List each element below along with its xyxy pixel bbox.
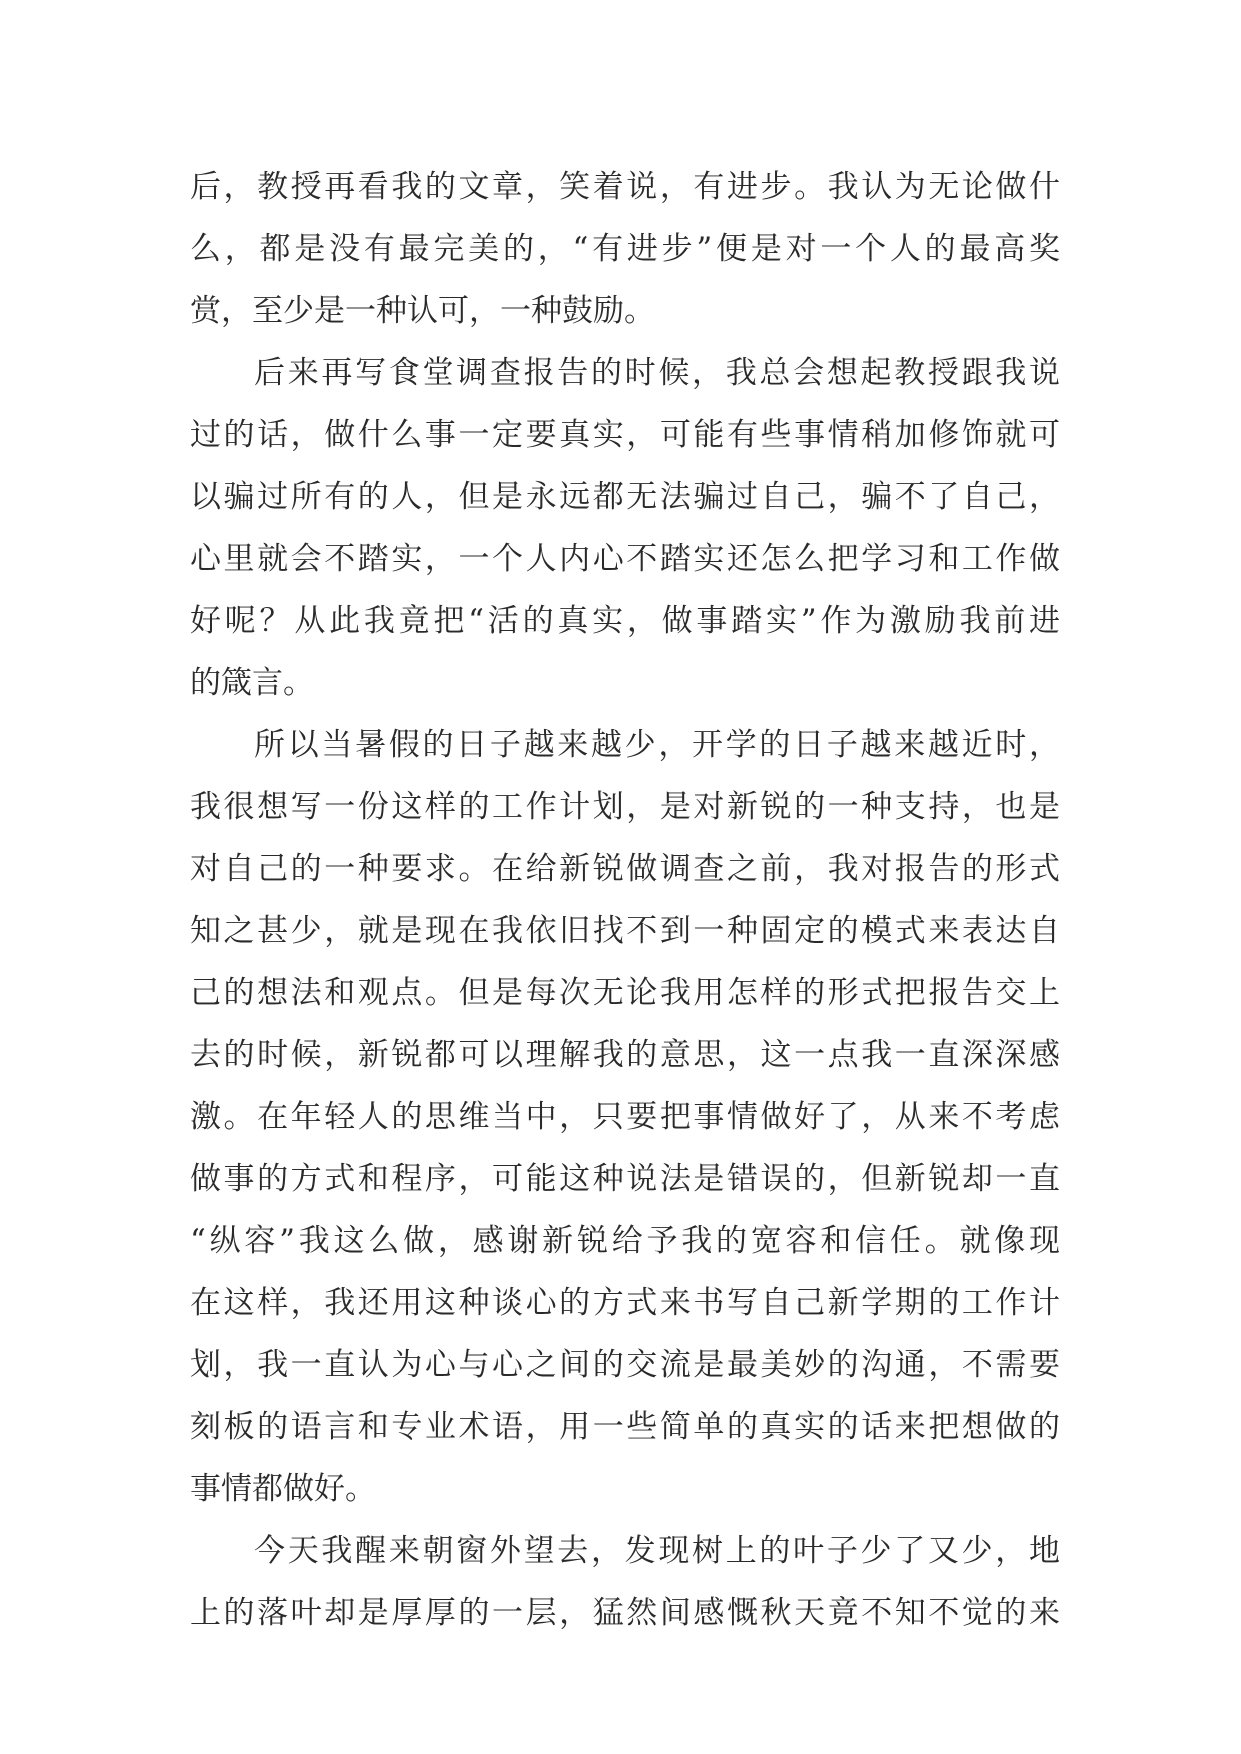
text-line: 做事的方式和程序，可能这种说法是错误的，但新锐却一直 bbox=[190, 1161, 1060, 1197]
paragraph-first-line: 今天我醒来朝窗外望去，发现树上的叶子少了又少，地 bbox=[254, 1533, 1060, 1569]
text-line: 在这样，我还用这种谈心的方式来书写自己新学期的工作计 bbox=[190, 1285, 1060, 1321]
paragraph-first-line: 所以当暑假的日子越来越少，开学的日子越来越近时， bbox=[254, 727, 1060, 763]
text-line: 我很想写一份这样的工作计划，是对新锐的一种支持，也是 bbox=[190, 789, 1060, 825]
text-line: 知之甚少，就是现在我依旧找不到一种固定的模式来表达自 bbox=[190, 913, 1060, 949]
text-line: 刻板的语言和专业术语，用一些简单的真实的话来把想做的 bbox=[190, 1409, 1060, 1445]
text-line: 好呢？从此我竟把“活的真实，做事踏实”作为激励我前进 bbox=[190, 603, 1060, 639]
text-line: 己的想法和观点。但是每次无论我用怎样的形式把报告交上 bbox=[190, 975, 1060, 1011]
text-line: 的箴言。 bbox=[190, 665, 314, 701]
text-line: 赏，至少是一种认可，一种鼓励。 bbox=[190, 293, 655, 329]
body-text bbox=[190, 156, 1060, 1644]
text-line: 激。在年轻人的思维当中，只要把事情做好了，从来不考虑 bbox=[190, 1099, 1060, 1135]
text-line: 对自己的一种要求。在给新锐做调查之前，我对报告的形式 bbox=[190, 851, 1060, 887]
paragraph-first-line: 后来再写食堂调查报告的时候，我总会想起教授跟我说 bbox=[254, 355, 1060, 391]
text-line: 划，我一直认为心与心之间的交流是最美妙的沟通，不需要 bbox=[190, 1347, 1060, 1383]
text-line: 事情都做好。 bbox=[190, 1471, 376, 1507]
text-line: 上的落叶却是厚厚的一层，猛然间感慨秋天竟不知不觉的来 bbox=[190, 1595, 1060, 1631]
text-line: 去的时候，新锐都可以理解我的意思，这一点我一直深深感 bbox=[190, 1037, 1060, 1073]
text-line: 么，都是没有最完美的，“有进步”便是对一个人的最高奖 bbox=[190, 231, 1060, 267]
text-line: 后，教授再看我的文章，笑着说，有进步。我认为无论做什 bbox=[190, 169, 1060, 205]
text-line: “纵容”我这么做，感谢新锐给予我的宽容和信任。就像现 bbox=[190, 1223, 1060, 1259]
text-line: 心里就会不踏实，一个人内心不踏实还怎么把学习和工作做 bbox=[190, 541, 1060, 577]
text-line: 过的话，做什么事一定要真实，可能有些事情稍加修饰就可 bbox=[190, 417, 1060, 453]
text-line: 以骗过所有的人，但是永远都无法骗过自己，骗不了自己， bbox=[190, 479, 1060, 515]
